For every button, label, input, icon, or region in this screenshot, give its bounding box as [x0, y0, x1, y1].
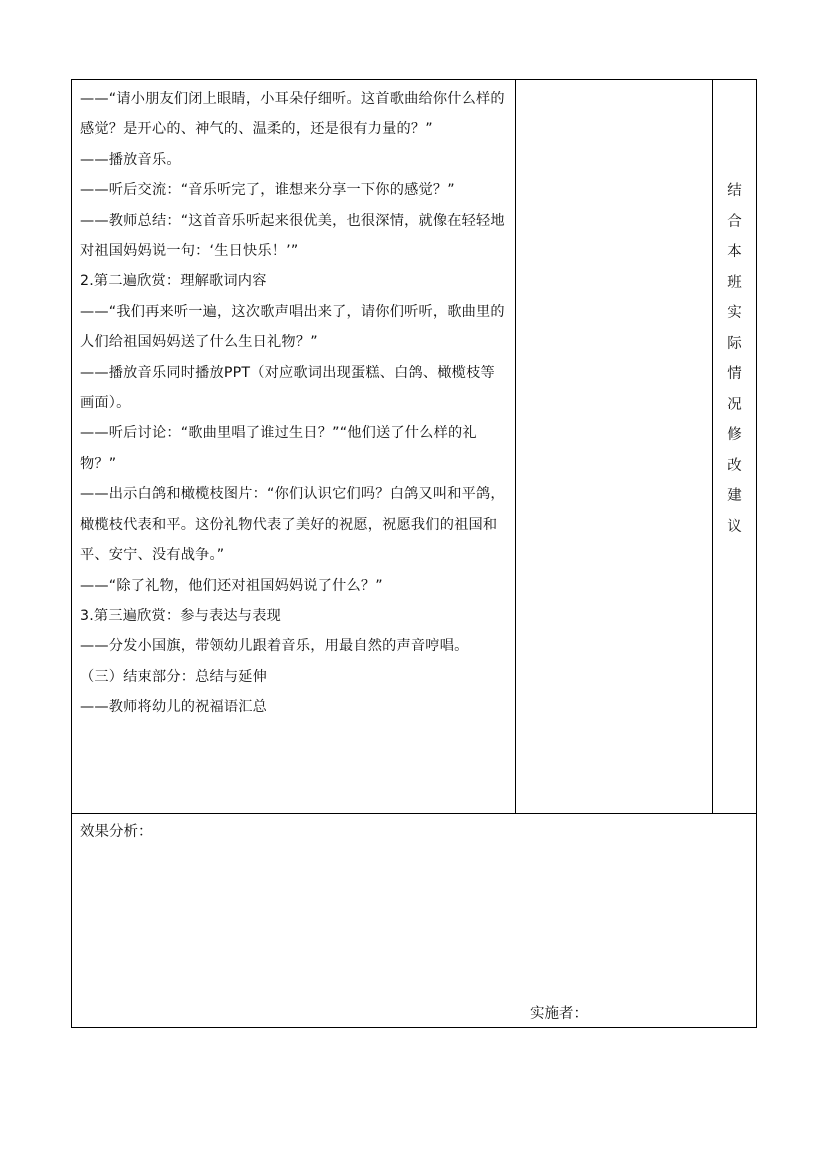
vertical-char: 况: [727, 396, 742, 413]
vertical-char: 际: [727, 335, 742, 352]
vertical-char: 议: [727, 518, 742, 535]
revision-suggestion-vertical-text: [713, 80, 756, 542]
process-line: ——分发小国旗，带领幼儿跟着音乐，用最自然的声音哼唱。: [80, 638, 469, 655]
effect-analysis-label: 效果分析：: [80, 824, 153, 840]
process-line: ——听后讨论：“歌曲里唱了谁过生日？”“他们送了什么样的礼物？”: [80, 425, 477, 472]
revision-suggestion-cell: [712, 80, 756, 814]
process-line: （三）结束部分：总结与延伸: [80, 668, 268, 685]
vertical-char: 情: [727, 366, 742, 382]
process-line: 2.第二遍欣赏：理解歌词内容: [80, 273, 267, 290]
teaching-process-cell: [72, 80, 516, 814]
effect-analysis-cell: [72, 814, 757, 1028]
vertical-char: 改: [727, 457, 742, 474]
vertical-char: 结: [727, 183, 742, 199]
process-line: ——“除了礼物，他们还对祖国妈妈说了什么？”: [80, 577, 383, 594]
process-line: 3.第三遍欣赏：参与表达与表现: [80, 607, 281, 624]
process-line: ——听后交流：“音乐听完了，谁想来分享一下你的感觉？”: [80, 182, 455, 199]
process-line: ——“我们再来听一遍，这次歌声唱出来了，请你们听听，歌曲里的人们给祖国妈妈送了什么生日礼物？”: [80, 303, 505, 351]
vertical-char: 修: [727, 427, 742, 443]
implementer-label: 实施者：: [530, 1006, 588, 1022]
vertical-char: 建: [727, 488, 742, 504]
effect-analysis-row: [72, 814, 757, 1028]
process-line: ——教师总结：“这首音乐听起来很优美，也很深情，就像在轻轻地对祖国妈妈说一句：‘生日快乐！’”: [80, 212, 505, 260]
lesson-plan-table: [71, 79, 757, 1028]
vertical-char: 本: [727, 244, 742, 260]
process-line: ——出示白鸽和橄榄枝图片：“你们认识它们吗？白鸽又叫和平鸽，橄榄枝代表和平。这份礼物代表了美好的祝愿，祝愿我们的祖国和平、安宁、没有战争。”: [80, 486, 505, 564]
vertical-char: 合: [727, 213, 742, 230]
process-line: ——教师将幼儿的祝福语汇总: [80, 699, 268, 716]
process-line: ——“请小朋友们闭上眼睛，小耳朵仔细听。这首歌曲给你什么样的感觉？是开心的、神气的、温柔的，还是很有力量的？”: [80, 91, 505, 138]
process-line: ——播放音乐同时播放PPT（对应歌词出现蛋糕、白鸽、橄榄枝等画面）。: [80, 364, 495, 412]
lesson-content-row: [72, 80, 757, 814]
empty-notes-cell: [515, 80, 712, 814]
teaching-process-text: [72, 80, 515, 723]
vertical-char: 班: [727, 274, 742, 291]
process-line: ——播放音乐。: [80, 151, 181, 168]
vertical-char: 实: [727, 305, 742, 321]
